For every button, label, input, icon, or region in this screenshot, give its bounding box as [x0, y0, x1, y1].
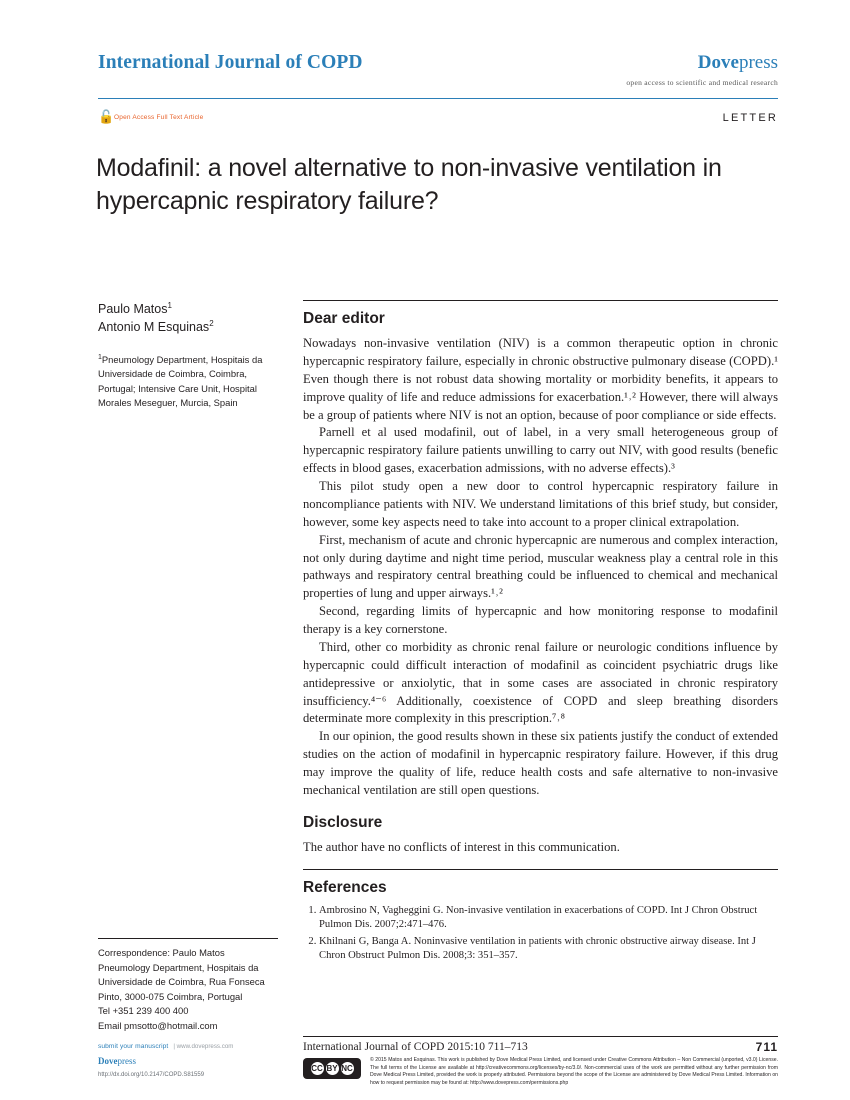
footer-divider [303, 1036, 778, 1037]
correspondence-line-4: Pinto, 3000-075 Coimbra, Portugal [98, 990, 243, 1002]
correspondence-email[interactable]: Email pmsotto@hotmail.com [98, 1019, 218, 1031]
affiliations [98, 353, 278, 411]
author-2-name: Antonio M Esquinas [98, 320, 210, 335]
correspondence-label: Correspondence: Paulo Matos [98, 947, 225, 958]
paragraph-2: Parnell et al used modafinil, out of label, in a very small heterogeneous group of hypercapnic respiratory failure patients unwilling to carry out NIV, with good results (benefic effects in blood gases, exacerbation admissions, with no adverse effects).³ [303, 425, 778, 476]
paragraph-3: This pilot study open a new door to control hypercapnic respiratory failure in noncompliance patients with NIV. We understand limitations of this brief study, but consider, however, some key aspects need to take into account to a proper clinical extrapolation. [303, 479, 778, 529]
masthead [98, 52, 778, 87]
submit-manuscript-line[interactable] [98, 1043, 288, 1050]
correspondence-line-3: Universidade de Coimbra, Rua Fonseca [98, 976, 265, 988]
paragraph-4: First, mechanism of acute and chronic hypercapnic are numerous and complex interaction, not only during daytime and night time period, muscular weakness play a central role in this pathways and respiratory central breathing could be influenced to chemical and mechanical properties of lung and upper airways.¹˒² [303, 532, 778, 601]
paragraph-7: In our opinion, the good results shown in these six patients justify the conduct of extended studies on the action of modafinil in hypercapnic respiratory failure. However, if this drug may improve the quality of life, reduce health costs and safe alternative to non-invasive mechanical ventilation are still open questions. [303, 729, 778, 797]
author-1-name: Paulo Matos [98, 302, 168, 317]
publisher-logo-block [626, 52, 778, 87]
submit-manuscript-url[interactable]: | www.dovepress.com [173, 1043, 234, 1050]
author-1-sup: 1 [167, 301, 172, 310]
open-access-badge [98, 110, 204, 124]
salutation-heading: Dear editor [303, 310, 385, 327]
correspondence-line-2: Pneumology Department, Hospitais da [98, 961, 259, 973]
footer-citation: International Journal of COPD 2015:10 711–713 [303, 1041, 528, 1053]
footer-publisher-logo [98, 1056, 136, 1066]
footer-publisher-name: Dove [98, 1056, 118, 1066]
correspondence-divider [98, 938, 278, 939]
disclosure-heading: Disclosure [303, 813, 383, 831]
correspondence-block [98, 946, 288, 1033]
cc-icon: CC [311, 1064, 323, 1073]
disclosure-section [303, 814, 778, 857]
submit-manuscript-label: submit your manuscript [98, 1043, 169, 1050]
reference-list [303, 904, 778, 964]
cc-nc-icon: NC [341, 1064, 353, 1073]
article-type-label: LETTER [722, 112, 778, 124]
paragraph-6: Third, other co morbidity as chronic renal failure or neurologic conditions influence by hypercapnic could difficult interaction of modafinil as coincident psychiatric drugs like antidepressive or anxiolytic, that in some cases are associated in chronic respiratory insufficiency.⁴⁻⁶ Additionally, coexistence of COPD and sleep breathing disorders determinate more complexity in this prescription.⁷˒⁸ [303, 639, 778, 726]
reference-item: 2. Khilnani G, Banga A. Noninvasive ventilation in patients with chronic obstructive airway disease. Int J Chron Obstruct Pulmon Dis. 2008;3: 351–357. [319, 935, 778, 964]
references-section [303, 869, 778, 964]
open-access-label: Open Access Full Text Article [114, 113, 204, 121]
footer-publisher-suffix: press [117, 1056, 136, 1066]
cc-by-icon: BY [326, 1064, 338, 1073]
author-2 [98, 318, 278, 336]
author-list [98, 300, 278, 337]
open-lock-icon: 🔓 [98, 109, 115, 124]
references-divider [303, 869, 778, 870]
disclosure-text: The author have no conflicts of interest in this communication. [303, 839, 620, 854]
journal-title: International Journal of COPD [98, 52, 363, 73]
paragraph-1: Nowadays non-invasive ventilation (NIV) is a common therapeutic option in chronic hypercapnic respiratory failure, especially in chronic obstructive pulmonary disease (COPD).¹ Even though there is not robust data showing mortality or morbidity benefits, it appears to improve quality of life and reduce admissions for exacerbation.¹˒² However, there will always be a group of patients where NIV is not an option, because of poor compliance or side effects. [303, 336, 778, 422]
references-heading: References [303, 878, 387, 896]
creative-commons-badge[interactable] [303, 1058, 361, 1079]
publisher-suffix: press [738, 52, 778, 73]
main-top-divider [303, 300, 778, 301]
publisher-name: Dove [697, 52, 739, 73]
reference-item: 1. Ambrosino N, Vagheggini G. Non-invasive ventilation in exacerbations of COPD. Int J Chron Obstruct Pulmon Dis. 2007;2:471–476. [319, 904, 778, 933]
correspondence-phone: Tel +351 239 400 400 [98, 1005, 189, 1017]
main-column [303, 300, 778, 966]
affiliation-sup-1: 1 [98, 353, 102, 361]
license-text: © 2015 Matos and Esquinas. This work is published by Dove Medical Press Limited, and licensed under Creative Commons Attribution – Non Commercial (unported, v3.0) License. The full terms of the License are available at http://creativecommons.org/licenses/by-nc/3.0/. Non-commercial uses of the work are permitted without any further permission from Dove Medical Press Limited, provided the work is properly attributed. Permissions beyond the scope of the License are administered by Dove Medical Press Limited. Information on how to request permission may be found at: http://www.dovepress.com/permissions.php [370, 1057, 778, 1087]
author-2-sup: 2 [209, 319, 214, 329]
header-divider [98, 98, 778, 99]
publisher-logo [626, 52, 778, 74]
page-number: 711 [755, 1040, 778, 1054]
affiliation-text: Pneumology Department, Hospitais da Universidade de Coimbra, Coimbra, Portugal; Intensive Care Unit, Hospital Morales Meseguer, Murcia, Spain [98, 353, 263, 409]
page-title: Modafinil: a novel alternative to non-invasive ventilation in hypercapnic respiratory failure? [96, 153, 722, 216]
publisher-tagline: open access to scientific and medical research [626, 78, 778, 87]
doi-link[interactable]: http://dx.doi.org/10.2147/COPD.S81559 [98, 1072, 205, 1078]
paragraph-5: Second, regarding limits of hypercapnic and how monitoring response to modafinil therapy is a key cornerstone. [303, 604, 778, 636]
author-column [98, 300, 278, 411]
author-1 [98, 300, 278, 318]
